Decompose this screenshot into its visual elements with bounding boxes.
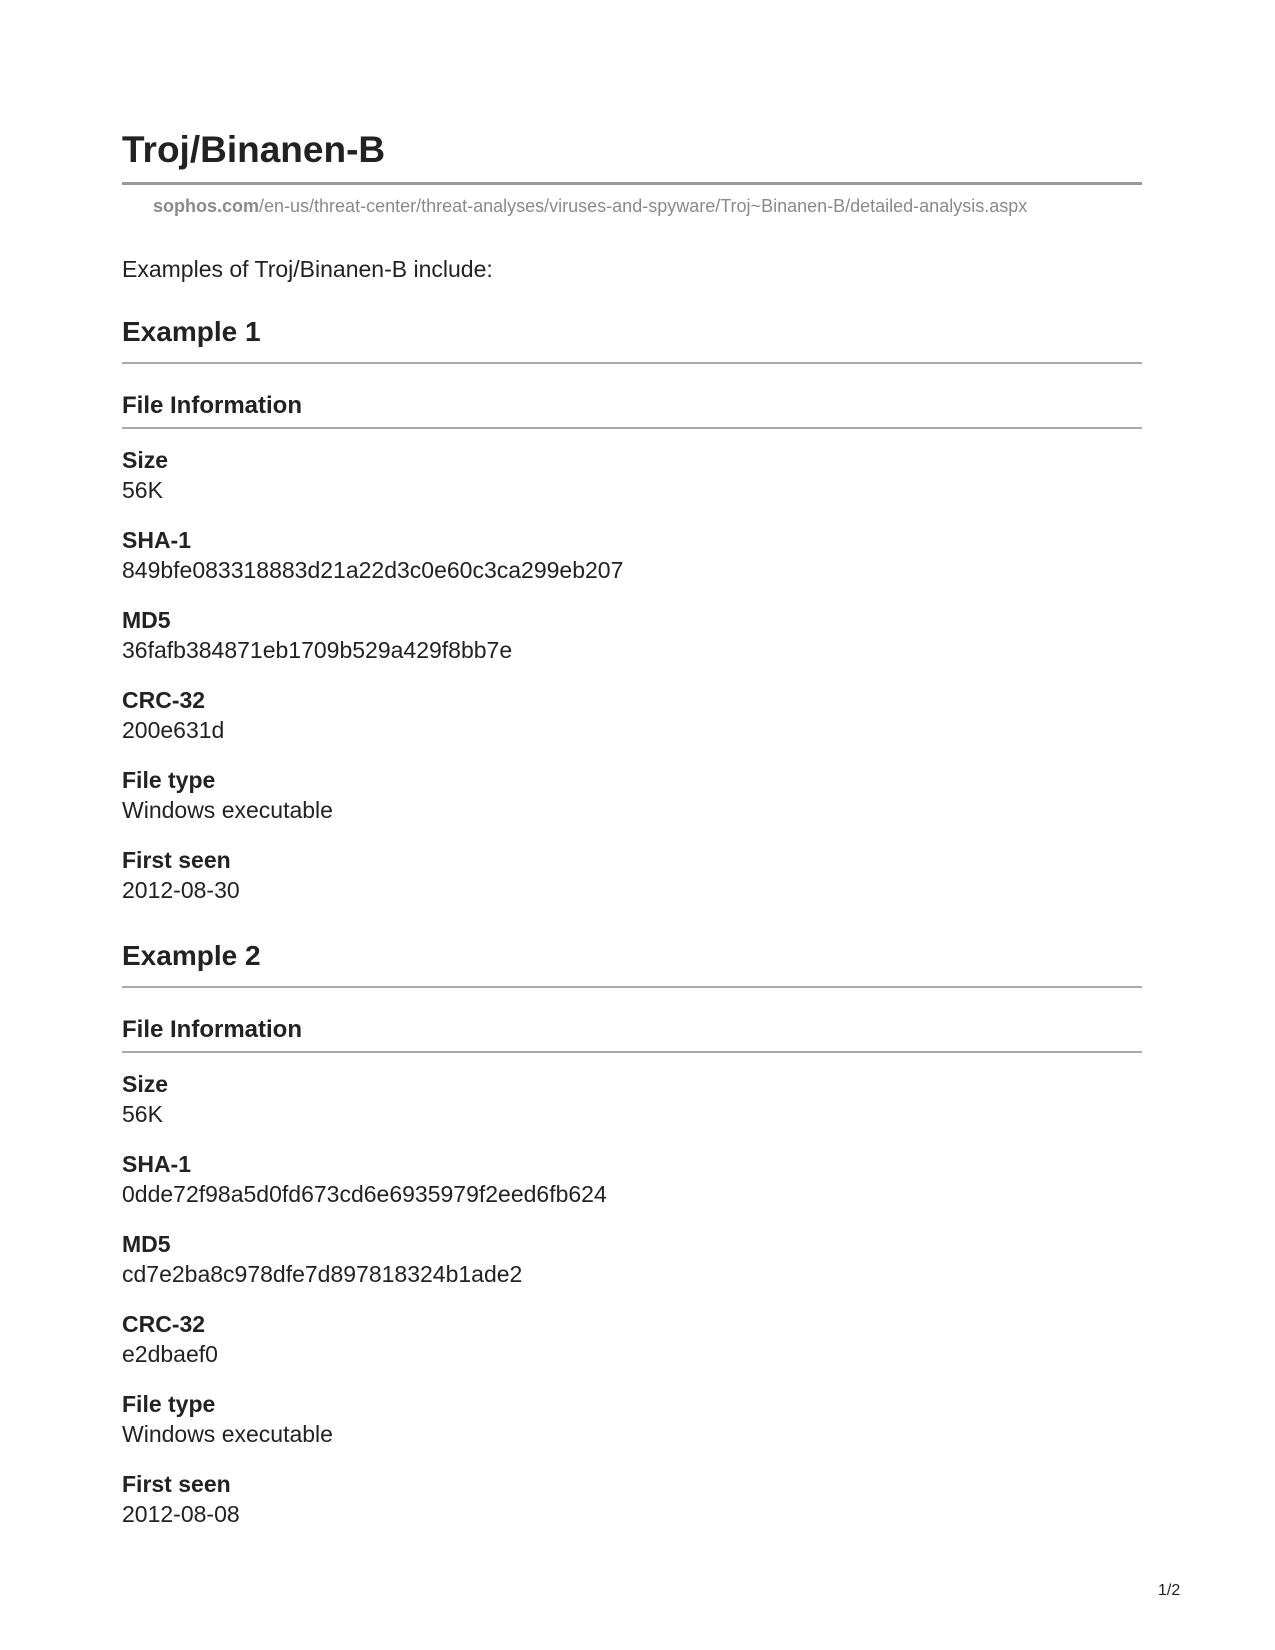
field-value: 0dde72f98a5d0fd673cd6e6935979f2eed6fb624 xyxy=(122,1181,607,1207)
example-block xyxy=(122,939,1142,1533)
field-first-seen xyxy=(122,1469,1142,1533)
field-value: e2dbaef0 xyxy=(122,1341,218,1367)
source-url xyxy=(122,195,1142,217)
field-label: SHA-1 xyxy=(122,1151,192,1177)
field-value: 849bfe083318883d21a22d3c0e60c3ca299eb207 xyxy=(122,557,624,583)
field-crc32 xyxy=(122,685,1142,749)
section-heading: File Information xyxy=(122,391,1142,429)
field-label: SHA-1 xyxy=(122,527,192,553)
field-size xyxy=(122,1069,1142,1133)
field-label: MD5 xyxy=(122,607,171,633)
field-value: Windows executable xyxy=(122,797,333,823)
field-value: Windows executable xyxy=(122,1421,333,1447)
field-label: File type xyxy=(122,1391,216,1417)
example-block xyxy=(122,315,1142,909)
section-heading: File Information xyxy=(122,1015,1142,1053)
field-label: Size xyxy=(122,447,169,473)
field-value: 200e631d xyxy=(122,717,225,743)
page-title: Troj/Binanen-B xyxy=(122,129,386,170)
field-sha1 xyxy=(122,525,1142,589)
field-value: 2012-08-30 xyxy=(122,877,240,903)
field-label: File type xyxy=(122,767,216,793)
example-heading: Example 2 xyxy=(122,939,1142,988)
field-label: Size xyxy=(122,1071,169,1097)
field-first-seen xyxy=(122,845,1142,909)
source-path: /en-us/threat-center/threat-analyses/viruses-and-spyware/Troj~Binanen-B/detailed-analysis.aspx xyxy=(259,196,1028,216)
field-size xyxy=(122,445,1142,509)
field-file-type xyxy=(122,1389,1142,1453)
title-divider xyxy=(122,182,1142,185)
field-label: First seen xyxy=(122,1471,231,1497)
example-heading: Example 1 xyxy=(122,315,1142,364)
field-crc32 xyxy=(122,1309,1142,1373)
field-label: MD5 xyxy=(122,1231,171,1257)
field-value: 2012-08-08 xyxy=(122,1501,240,1527)
source-domain: sophos.com xyxy=(153,196,260,216)
field-md5 xyxy=(122,1229,1142,1293)
field-label: First seen xyxy=(122,847,231,873)
page-number: 1/2 xyxy=(1158,1582,1181,1599)
field-sha1 xyxy=(122,1149,1142,1213)
field-value: 36fafb384871eb1709b529a429f8bb7e xyxy=(122,637,513,663)
field-value: 56K xyxy=(122,477,163,503)
field-label: CRC-32 xyxy=(122,1311,206,1337)
field-md5 xyxy=(122,605,1142,669)
field-value: 56K xyxy=(122,1101,163,1127)
intro-text: Examples of Troj/Binanen-B include: xyxy=(122,256,493,282)
field-label: CRC-32 xyxy=(122,687,206,713)
document-page xyxy=(122,0,1142,1533)
field-file-type xyxy=(122,765,1142,829)
field-value: cd7e2ba8c978dfe7d897818324b1ade2 xyxy=(122,1261,523,1287)
